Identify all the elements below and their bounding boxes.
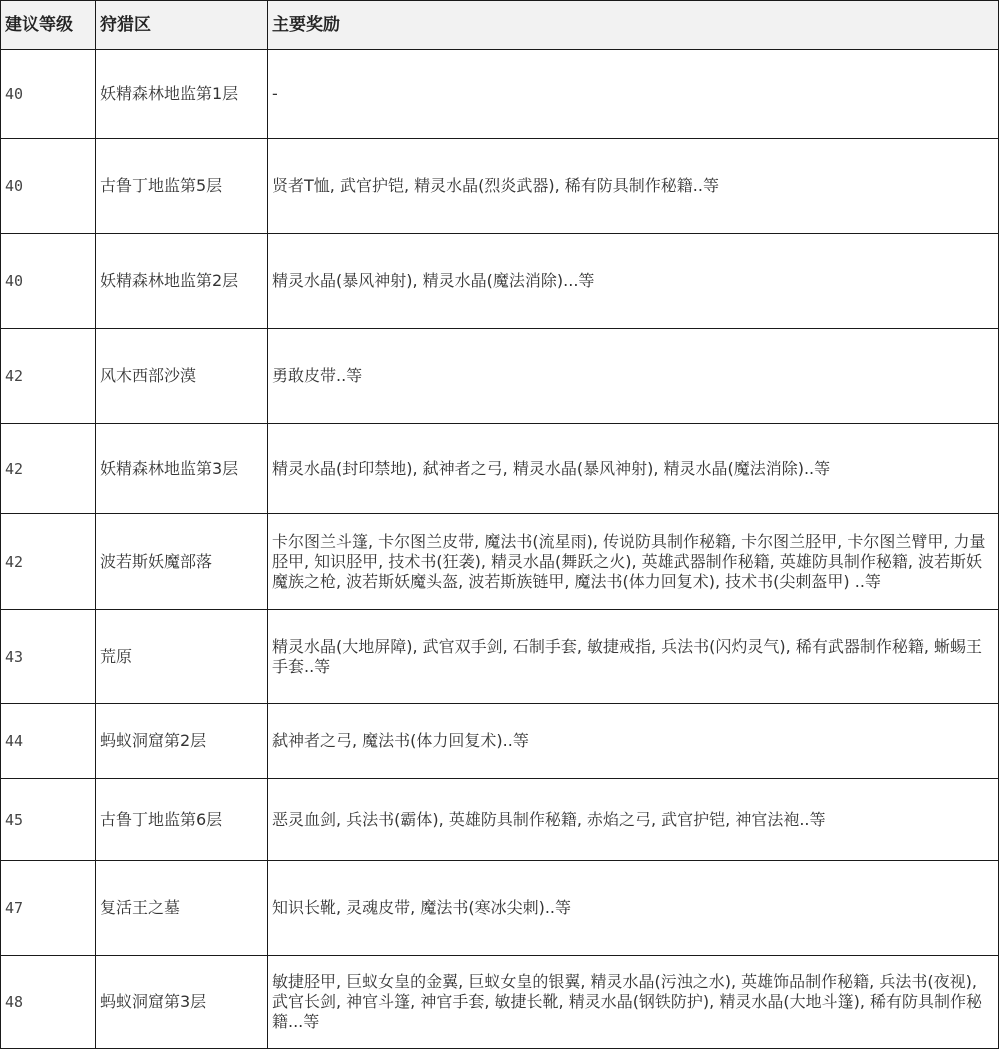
cell-reward: 精灵水晶(大地屏障), 武官双手剑, 石制手套, 敏捷戒指, 兵法书(闪灼灵气), 稀有武器制作秘籍, 蜥蜴王手套..等 — [268, 610, 999, 704]
cell-reward: 贤者T恤, 武官护铠, 精灵水晶(烈炎武器), 稀有防具制作秘籍..等 — [268, 139, 999, 234]
cell-level: 42 — [1, 329, 96, 424]
table-row — [1, 139, 999, 234]
cell-level: 40 — [1, 139, 96, 234]
table-row — [1, 956, 999, 1049]
table-row — [1, 610, 999, 704]
cell-level: 40 — [1, 50, 96, 139]
cell-zone: 波若斯妖魔部落 — [96, 514, 268, 610]
cell-reward: 精灵水晶(暴风神射), 精灵水晶(魔法消除)...等 — [268, 234, 999, 329]
table-row — [1, 779, 999, 861]
cell-level: 44 — [1, 704, 96, 779]
cell-zone: 蚂蚁洞窟第3层 — [96, 956, 268, 1049]
cell-reward: - — [268, 50, 999, 139]
cell-reward: 弑神者之弓, 魔法书(体力回复术)..等 — [268, 704, 999, 779]
cell-level: 43 — [1, 610, 96, 704]
table-header-row — [1, 1, 999, 50]
table-row — [1, 861, 999, 956]
cell-level: 40 — [1, 234, 96, 329]
cell-zone: 荒原 — [96, 610, 268, 704]
table-row — [1, 704, 999, 779]
cell-reward: 敏捷胫甲, 巨蚁女皇的金翼, 巨蚁女皇的银翼, 精灵水晶(污浊之水), 英雄饰品制作秘籍, 兵法书(夜视), 武官长剑, 神官斗篷, 神官手套, 敏捷长靴, 精灵水晶(钢铁防护), 精灵水晶(大地斗篷), 稀有防具制作秘籍...等 — [268, 956, 999, 1049]
cell-zone: 古鲁丁地监第6层 — [96, 779, 268, 861]
cell-level: 42 — [1, 424, 96, 514]
cell-zone: 蚂蚁洞窟第2层 — [96, 704, 268, 779]
cell-level: 45 — [1, 779, 96, 861]
cell-zone: 复活王之墓 — [96, 861, 268, 956]
cell-zone: 妖精森林地监第1层 — [96, 50, 268, 139]
cell-zone: 妖精森林地监第2层 — [96, 234, 268, 329]
cell-reward: 精灵水晶(封印禁地), 弑神者之弓, 精灵水晶(暴风神射), 精灵水晶(魔法消除)..等 — [268, 424, 999, 514]
header-main-rewards: 主要奖励 — [268, 1, 999, 50]
table-row — [1, 514, 999, 610]
header-hunting-zone: 狩猎区 — [96, 1, 268, 50]
table-row — [1, 424, 999, 514]
cell-level: 48 — [1, 956, 96, 1049]
header-recommended-level: 建议等级 — [1, 1, 96, 50]
cell-zone: 风木西部沙漠 — [96, 329, 268, 424]
cell-reward: 卡尔图兰斗篷, 卡尔图兰皮带, 魔法书(流星雨), 传说防具制作秘籍, 卡尔图兰胫甲, 卡尔图兰臂甲, 力量胫甲, 知识胫甲, 技术书(狂袭), 精灵水晶(舞跃之火), 英雄武器制作秘籍, 英雄防具制作秘籍, 波若斯妖魔族之枪, 波若斯妖魔头盔, 波若斯族链甲, 魔法书(体力回复术), 技术书(尖刺盔甲) ..等 — [268, 514, 999, 610]
cell-reward: 知识长靴, 灵魂皮带, 魔法书(寒冰尖刺)..等 — [268, 861, 999, 956]
table-row — [1, 234, 999, 329]
cell-zone: 古鲁丁地监第5层 — [96, 139, 268, 234]
cell-level: 47 — [1, 861, 96, 956]
table-row — [1, 50, 999, 139]
cell-zone: 妖精森林地监第3层 — [96, 424, 268, 514]
table-row — [1, 329, 999, 424]
cell-reward: 勇敢皮带..等 — [268, 329, 999, 424]
cell-reward: 恶灵血剑, 兵法书(霸体), 英雄防具制作秘籍, 赤焰之弓, 武官护铠, 神官法袍..等 — [268, 779, 999, 861]
cell-level: 42 — [1, 514, 96, 610]
